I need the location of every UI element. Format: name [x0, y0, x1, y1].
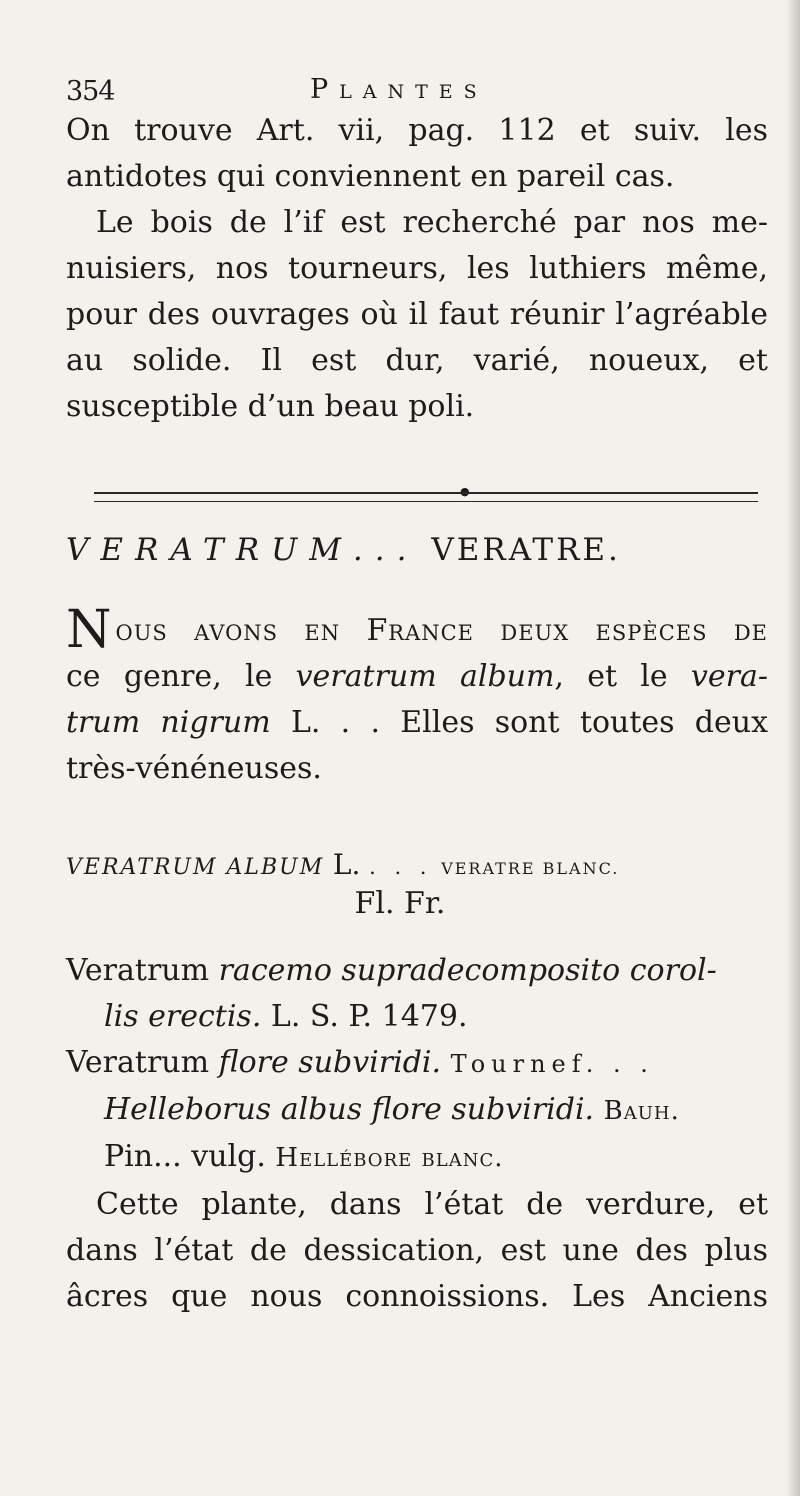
- section-french-name: VERATRE.: [431, 532, 621, 568]
- text-line: On trouve Art. vii, pag. 112 et suiv. les: [66, 113, 768, 148]
- species-name: veratrum album: [295, 659, 555, 694]
- text-line: dans l’état de dessication, est une des plus: [66, 1233, 768, 1268]
- section-divider: [94, 486, 758, 506]
- species-latin-name: VERATRUM ALBUM: [66, 855, 325, 880]
- page-edge-shadow: [786, 0, 800, 1496]
- text-run: Helleborus albus flore subviridi.: [104, 1092, 595, 1127]
- text-line: [66, 948, 776, 994]
- author-abbrev: Tournef. . .: [450, 1050, 654, 1078]
- text-run: Veratrum: [66, 1045, 219, 1080]
- species-heading: [66, 848, 770, 881]
- text-line: [66, 700, 768, 746]
- text-run: Veratrum: [66, 953, 219, 988]
- synonym-entry: [66, 1040, 776, 1181]
- text-line: susceptible d’un beau poli.: [66, 389, 475, 424]
- text-line: Le bois de l’if est recherché par nos me-: [96, 205, 768, 240]
- drop-cap: N: [66, 600, 112, 660]
- section-latin-name: VERATRUM...: [66, 532, 419, 568]
- closing-paragraph: [66, 1182, 768, 1320]
- text-run: , et le: [554, 659, 691, 694]
- text-run: ce genre, le: [66, 659, 296, 694]
- text-line: au solide. Il est dur, varié, noueux, et: [66, 343, 768, 378]
- text-run: flore subviridi.: [218, 1045, 442, 1080]
- text-line: très-vénéneuses.: [66, 751, 322, 786]
- text-run: L. . . Elles sont toutes deux: [270, 705, 768, 740]
- running-title: Plantes: [310, 74, 488, 105]
- text-line: antidotes qui conviennent en pareil cas.: [66, 159, 675, 194]
- genus-paragraph: [66, 600, 768, 792]
- leader-dots: . . .: [369, 855, 433, 879]
- text-line: pour des ouvrages où il faut réunir l’agréable: [66, 297, 768, 332]
- text-line: Cette plante, dans l’état de verdure, et: [96, 1187, 768, 1222]
- section-heading: [66, 532, 776, 568]
- text-run: Pin... vulg.: [104, 1139, 276, 1174]
- text-run: ous avons en France deux espèces de: [115, 613, 768, 648]
- text-run: lis erectis.: [104, 999, 262, 1034]
- text-run: racemo supradecomposito corol-: [218, 953, 717, 988]
- text-line: [66, 994, 776, 1040]
- page-number: 354: [66, 76, 115, 107]
- text-line: [66, 1134, 776, 1181]
- flora-reference: Fl. Fr.: [354, 886, 446, 921]
- species-name: vera-: [690, 659, 768, 694]
- text-line: [66, 1087, 776, 1134]
- author-abbrev: Bauh.: [603, 1096, 680, 1126]
- text-line: [66, 1040, 776, 1087]
- text-line: nuisiers, nos tourneurs, les luthiers même,: [66, 251, 768, 286]
- intro-paragraph: [66, 108, 768, 430]
- synonym-entry: [66, 948, 776, 1040]
- species-name: trum nigrum: [66, 705, 271, 740]
- species-common-name: VERATRE BLANC.: [441, 859, 620, 878]
- text-line: âcres que nous connoissions. Les Anciens: [66, 1279, 768, 1314]
- text-run: L. S. P. 1479.: [261, 999, 468, 1034]
- divider-rule-thin: [94, 501, 758, 502]
- species-author: L.: [332, 848, 361, 881]
- vernacular-name: Hellébore blanc.: [275, 1143, 504, 1173]
- divider-rule-thick: [94, 492, 758, 494]
- text-line: [66, 600, 768, 660]
- text-line: [66, 654, 768, 700]
